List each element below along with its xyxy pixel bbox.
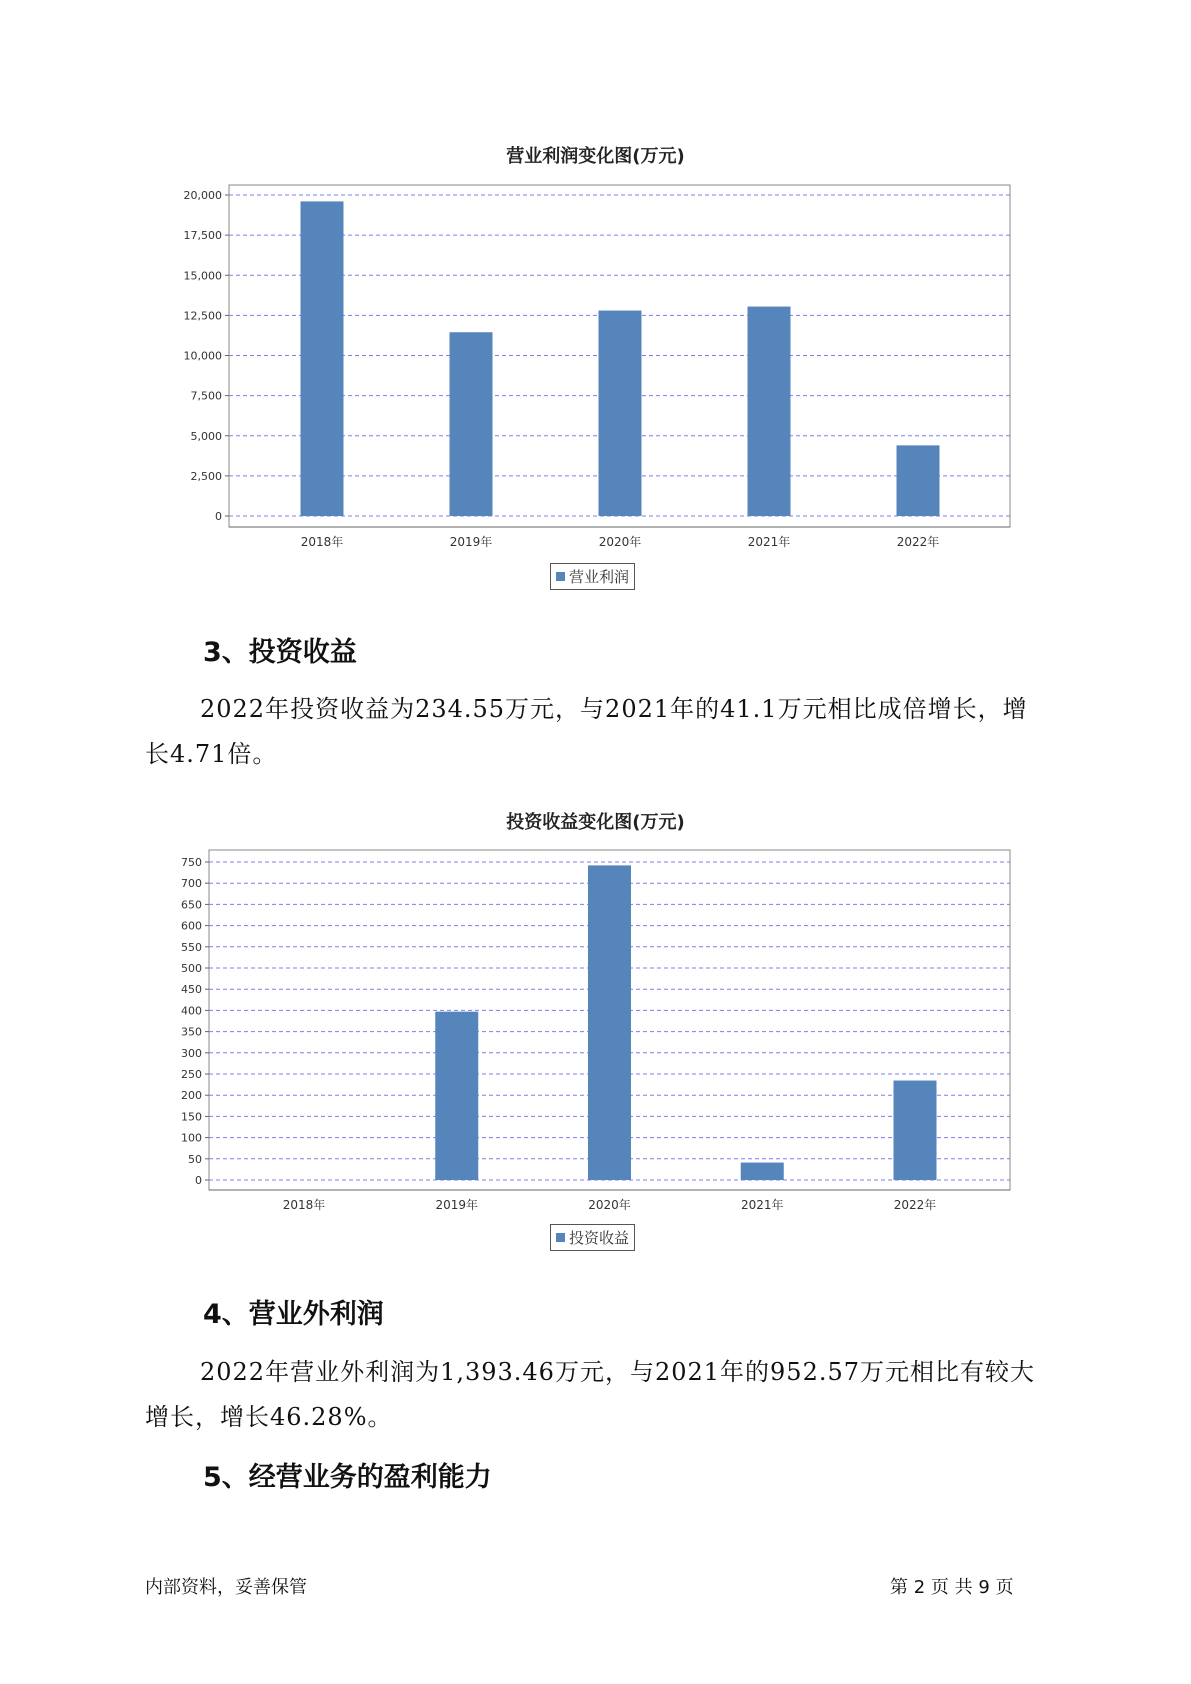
y-tick-label: 300 <box>181 1046 202 1060</box>
y-tick-label: 50 <box>188 1152 202 1166</box>
section-heading-investment-income: 3、投资收益 <box>203 637 357 668</box>
section-heading-non-operating-profit: 4、营业外利润 <box>203 1299 384 1330</box>
y-tick-label: 12,500 <box>183 309 222 323</box>
y-tick-label: 550 <box>181 940 202 954</box>
y-tick-label: 2,500 <box>190 469 222 483</box>
y-tick-label: 700 <box>181 877 202 891</box>
y-tick-label: 15,000 <box>183 269 222 283</box>
y-tick-label: 750 <box>181 856 202 869</box>
y-tick-label: 10,000 <box>183 349 222 363</box>
x-tick-label: 2018年 <box>300 535 344 549</box>
bar <box>741 1163 784 1180</box>
footer-confidential-note: 内部资料，妥善保管 <box>145 1577 307 1598</box>
y-tick-label: 20,000 <box>183 189 222 202</box>
y-tick-label: 100 <box>181 1131 202 1145</box>
legend-label: 营业利润 <box>569 568 630 586</box>
x-tick-label: 2022年 <box>893 1198 937 1212</box>
y-tick-label: 7,500 <box>190 389 222 403</box>
legend-swatch <box>556 1233 565 1242</box>
y-tick-label: 600 <box>181 919 202 933</box>
paragraph-investment-income: 2022年投资收益为234.55万元，与2021年的41.1万元相比成倍增长，增长4.71倍。 <box>145 695 1028 768</box>
bar <box>588 865 631 1180</box>
y-tick-label: 150 <box>181 1110 202 1124</box>
y-tick-label: 400 <box>181 1004 202 1018</box>
x-tick-label: 2020年 <box>598 535 642 549</box>
y-tick-label: 500 <box>181 962 202 975</box>
legend-label: 投资收益 <box>569 1229 630 1247</box>
legend-investment-income <box>550 1224 635 1251</box>
x-tick-label: 2020年 <box>588 1198 631 1212</box>
y-tick-label: 200 <box>181 1089 202 1103</box>
y-tick-label: 17,500 <box>183 229 222 243</box>
bar <box>435 1012 478 1180</box>
paragraph-non-operating-profit: 2022年营业外利润为1,393.46万元，与2021年的952.57万元相比有较大增长，增长46.28%。 <box>145 1358 1036 1431</box>
chart-title-operating-profit: 营业利润变化图(万元) <box>506 146 685 167</box>
x-tick-label: 2019年 <box>449 535 493 549</box>
y-tick-label: 0 <box>215 510 222 523</box>
y-tick-label: 350 <box>181 1025 202 1039</box>
y-tick-label: 5,000 <box>190 429 222 443</box>
x-tick-label: 2018年 <box>282 1198 326 1212</box>
x-tick-label: 2021年 <box>747 535 791 549</box>
y-tick-label: 450 <box>181 983 202 997</box>
y-tick-label: 650 <box>181 898 202 912</box>
section-heading-business-profitability: 5、经营业务的盈利能力 <box>203 1462 492 1493</box>
x-tick-label: 2022年 <box>896 535 940 549</box>
x-tick-label: 2021年 <box>740 1198 784 1212</box>
x-tick-label: 2019年 <box>435 1198 479 1212</box>
y-tick-label: 250 <box>181 1068 202 1081</box>
bar <box>894 1081 937 1180</box>
chart-title-investment-income: 投资收益变化图(万元) <box>506 812 685 833</box>
y-tick-label: 0 <box>195 1174 202 1187</box>
footer-page-number: 第 2 页 共 9 页 <box>890 1577 1014 1598</box>
